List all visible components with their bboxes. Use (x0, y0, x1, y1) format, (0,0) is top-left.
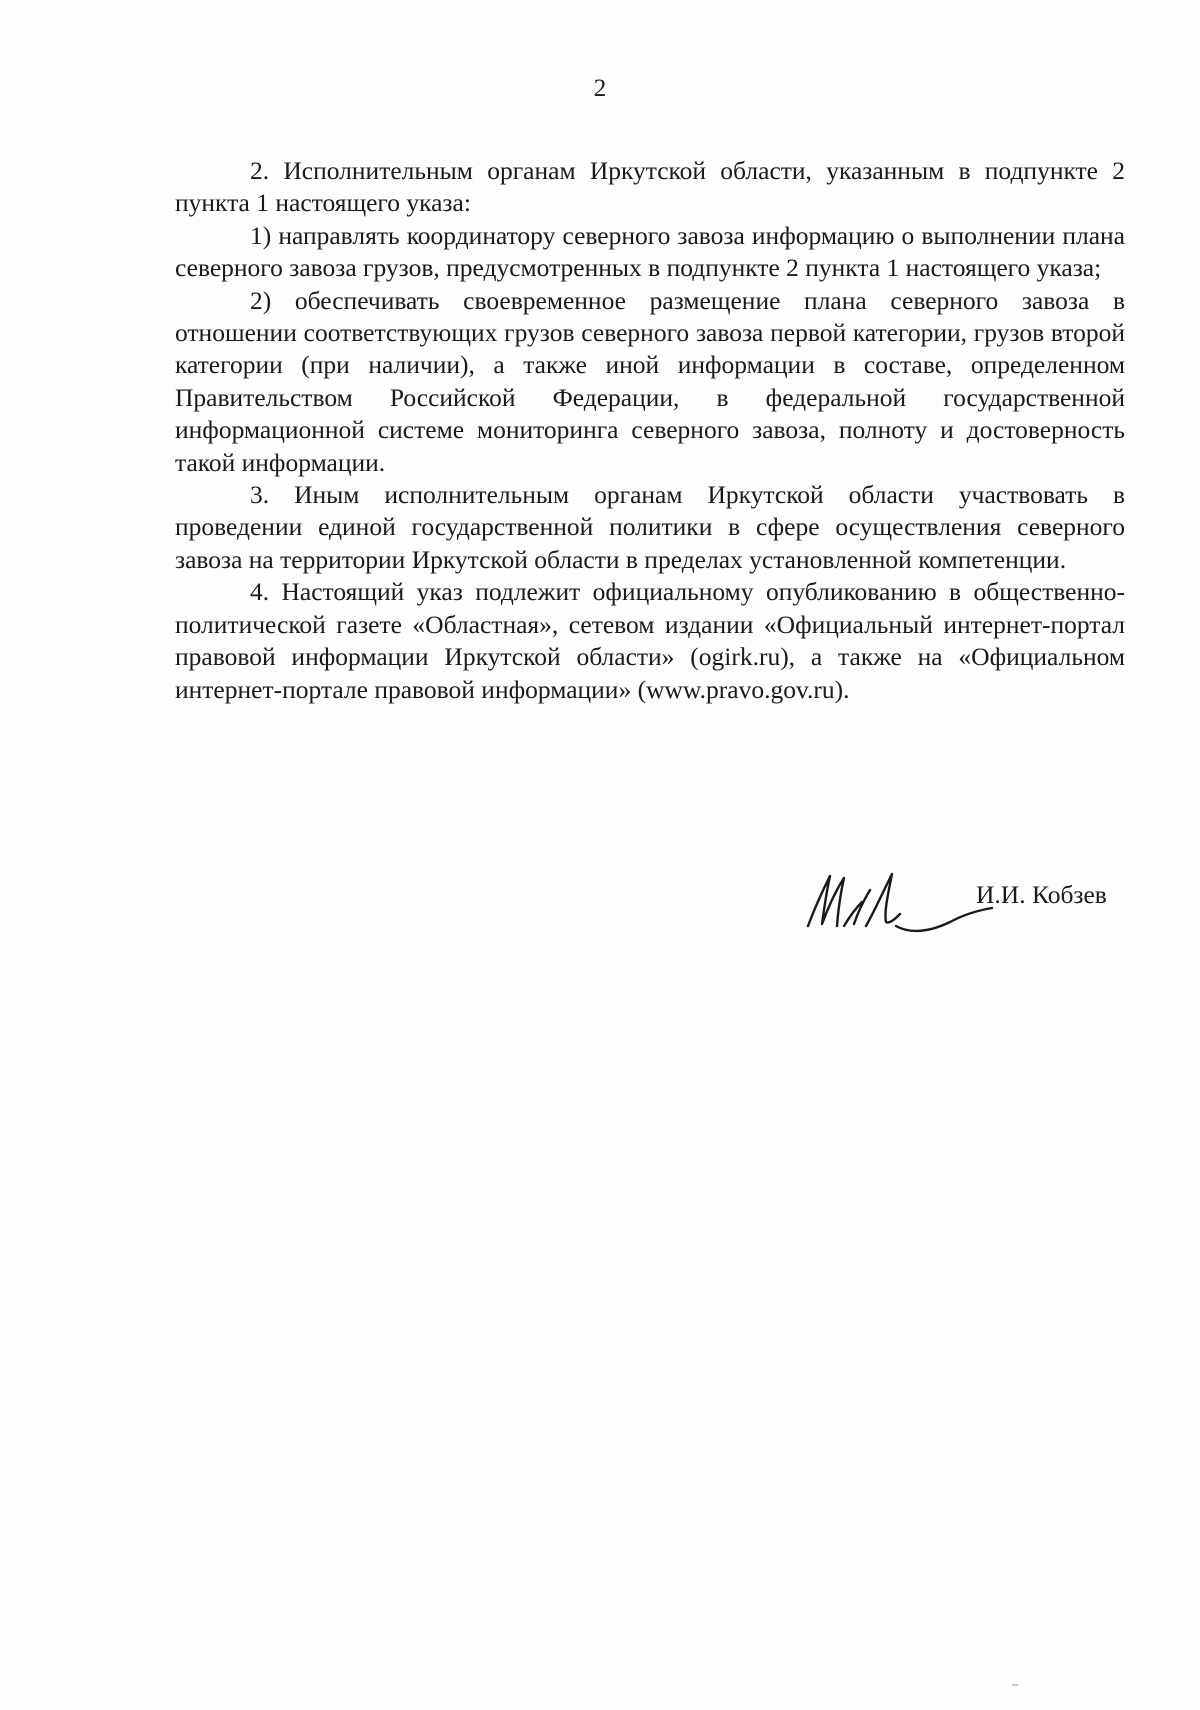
paragraph-3: 3. Иным исполнительным органам Иркутской области участвовать в проведении единой государственной политики в сфере осуществления северного завоза на территории Иркутской области в пределах установленной компетенции. (175, 480, 1125, 574)
paragraph-4: 4. Настоящий указ подлежит официальному опубликованию в общественно-политической газете «Областная», сетевом издании «Официальный интернет-портал правовой информации Иркутской области» (ogirk.ru), а также на «Официальном интернет-портале правовой информации» (www.pravo.gov.ru). (175, 577, 1125, 704)
signer-name: И.И. Кобзев (976, 880, 1107, 909)
paragraph-2-1: 1) направлять координатору северного завоза информацию о выполнении плана северного завоза грузов, предусмотренных в подпункте 2 пункта 1 настоящего указа; (175, 220, 1125, 283)
paragraph-2-2: 2) обеспечивать своевременное размещение плана северного завоза в отношении соответствующих грузов северного завоза первой категории, грузов второй категории (при наличии), а также иной информации в составе, определенном Правительством Российской Федерации, в федеральной государственной информационной системе мониторинга северного завоза, полноту и достоверность такой информации. (175, 285, 1125, 477)
page-number: 2 (593, 75, 607, 102)
handwritten-signature-icon (800, 868, 1000, 948)
scan-artifact (1012, 1684, 1018, 1686)
document-body (175, 155, 1125, 706)
signature-block (800, 868, 1130, 948)
paragraph-2: 2. Исполнительным органам Иркутской области, указанным в подпункте 2 пункта 1 настоящего указа: (175, 156, 1125, 218)
